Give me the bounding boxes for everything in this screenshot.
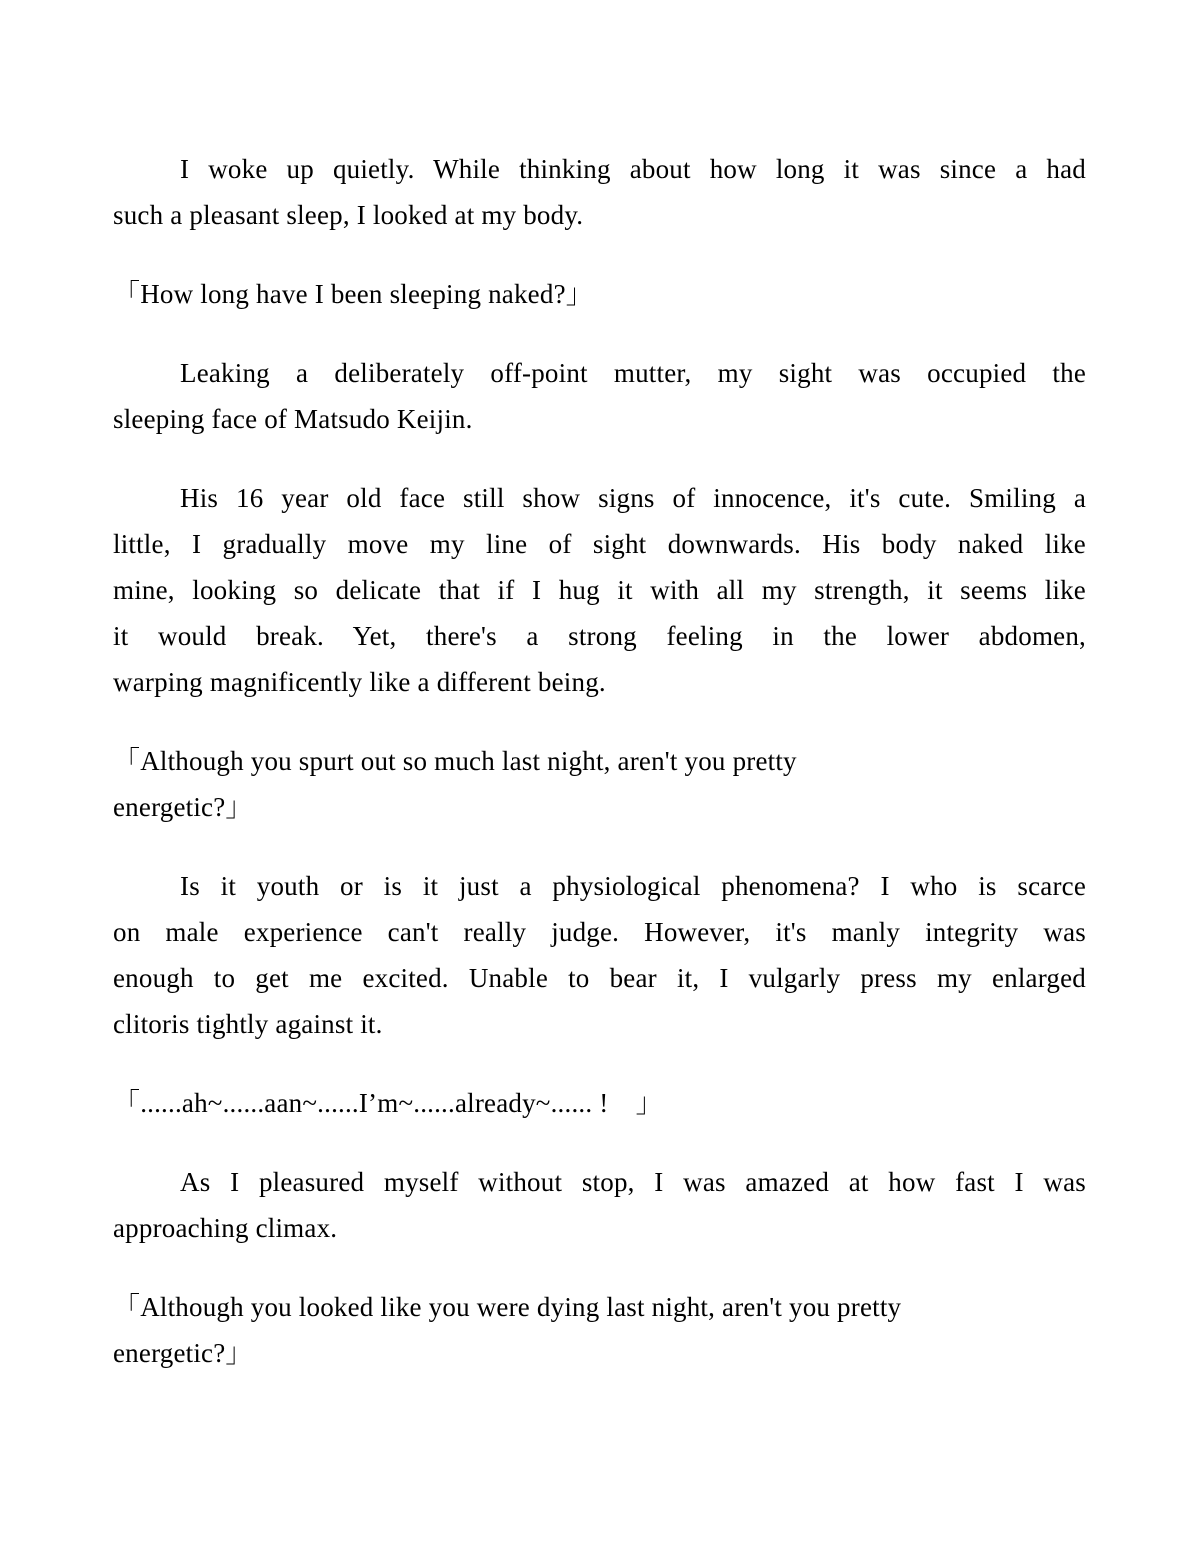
text-line: 「Although you looked like you were dying last night, aren't you pretty — [113, 1292, 902, 1322]
text-line: I woke up quietly. While thinking about how long it was since a had — [180, 154, 1086, 184]
narration-paragraph — [113, 475, 1086, 705]
text-line: Leaking a deliberately off-point mutter, my sight was occupied the — [180, 358, 1086, 388]
text-line: sleeping face of Matsudo Keijin. — [113, 404, 473, 434]
text-line: 「......ah~......aan~......I’m~......already~...... ! 」 — [113, 1088, 663, 1118]
text-line: it would break. Yet, there's a strong feeling in the lower abdomen, — [113, 621, 1086, 651]
dialogue-paragraph — [113, 1080, 1086, 1126]
text-line: Is it youth or is it just a physiological phenomena? I who is scarce — [180, 871, 1086, 901]
dialogue-paragraph — [113, 271, 1086, 317]
text-line: energetic?」 — [113, 1338, 253, 1368]
text-line: energetic?」 — [113, 792, 253, 822]
dialogue-paragraph — [113, 1284, 1086, 1376]
text-line: little, I gradually move my line of sight downwards. His body naked like — [113, 529, 1086, 559]
text-line: 「Although you spurt out so much last night, aren't you pretty — [113, 746, 797, 776]
text-line: mine, looking so delicate that if I hug it with all my strength, it seems like — [113, 575, 1086, 605]
text-line: approaching climax. — [113, 1213, 338, 1243]
text-line: 「How long have I been sleeping naked?」 — [113, 279, 593, 309]
text-line: clitoris tightly against it. — [113, 1009, 383, 1039]
text-line: enough to get me excited. Unable to bear it, I vulgarly press my enlarged — [113, 963, 1086, 993]
narration-paragraph — [113, 146, 1086, 238]
narration-paragraph — [113, 350, 1086, 442]
dialogue-paragraph — [113, 738, 1086, 830]
text-content — [113, 146, 1086, 1376]
text-line: warping magnificently like a different being. — [113, 667, 606, 697]
text-line: such a pleasant sleep, I looked at my body. — [113, 200, 584, 230]
text-line: on male experience can't really judge. However, it's manly integrity was — [113, 917, 1086, 947]
text-line: His 16 year old face still show signs of innocence, it's cute. Smiling a — [180, 483, 1086, 513]
text-line: As I pleasured myself without stop, I was amazed at how fast I was — [180, 1167, 1086, 1197]
narration-paragraph — [113, 1159, 1086, 1251]
narration-paragraph — [113, 863, 1086, 1047]
